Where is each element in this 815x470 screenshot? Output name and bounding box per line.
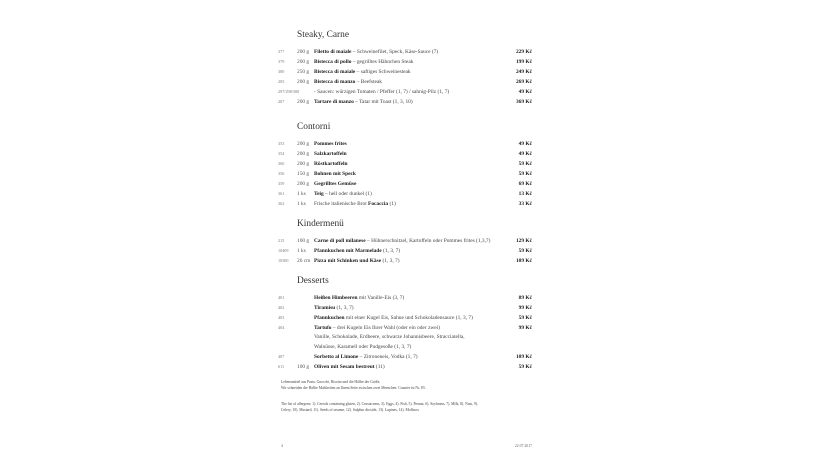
allergens-line: Celery, 10). Mustard, 11). Seeds of sesame, 12). Sulphur dioxide, 13). Lupines, 14). Molluscs [281, 408, 419, 412]
section-title-contorni: Contorni [297, 122, 331, 132]
item-quantity: 100 g [297, 238, 310, 244]
item-code: 10409 [278, 248, 289, 253]
item-name: Sorbetto al Limone [314, 354, 359, 361]
item-code: 611 [278, 364, 285, 370]
item-code: 403 [278, 314, 285, 320]
item-detail: (1, 3, 7) [381, 258, 400, 264]
item-name: Tartare di manzo [314, 99, 354, 105]
item-name: Pfannkuchen mit Marmelade [314, 248, 382, 254]
item-name: Focaccia [368, 201, 389, 207]
item-description [314, 236, 512, 246]
section-title-kinder: Kindermenü [297, 219, 344, 229]
menu-item [278, 179, 540, 189]
item-prefix: Frische italienische Brot [314, 201, 369, 207]
note-line: Wir schneiden die Hälfte Mahlzeiten an Ihrem Seite zwischen zwei Menschen. Counter ist Nr. 83. [281, 386, 426, 390]
item-detail: – hell oder dunkel (1) [323, 191, 372, 197]
item-code: 354 [278, 151, 285, 156]
item-description [314, 47, 512, 57]
item-name: Tartufo [314, 324, 332, 331]
item-code: 380 [278, 69, 285, 74]
item-detail: (11) [374, 364, 385, 371]
item-description [314, 343, 512, 352]
item-detail: – Tatar mit Toast (1, 3, 10) [353, 99, 413, 105]
item-description [314, 179, 512, 189]
item-code: 353 [278, 141, 285, 146]
item-quantity: 1 ks [297, 248, 306, 254]
menu-item [278, 97, 540, 107]
item-price: 49 Kč [518, 89, 532, 95]
item-quantity: 1 ks [297, 191, 306, 197]
menu-item [278, 199, 540, 209]
item-description [314, 303, 512, 313]
item-price: 229 Kč [515, 49, 532, 55]
item-quantity: 1 ks [297, 201, 306, 207]
menu-item [278, 77, 540, 87]
item-price: 89 Kč [518, 295, 532, 301]
menu-item [278, 169, 540, 179]
item-detail: Walnüsse, Karamell oder Pudgesoße (1, 3, 7) [314, 343, 412, 350]
item-description [314, 57, 512, 67]
item-quantity: 200 g [297, 181, 310, 187]
item-name: Bohnen mit Speck [314, 171, 356, 177]
item-quantity: 200 g [297, 59, 310, 65]
menu-item-continuation [278, 333, 540, 342]
menu-item [278, 159, 540, 169]
item-detail: – drei Kugeln Eis Ihrer Wahl (oder ein oder zwei) [331, 324, 440, 331]
item-detail: (1, 3, 7) [335, 304, 354, 311]
menu-item [278, 293, 540, 303]
item-price: 69 Kč [518, 181, 532, 187]
menu-item [278, 236, 540, 246]
item-price: 99 Kč [518, 324, 532, 331]
item-name: Oliven mit Sesam bestreut [314, 364, 375, 371]
item-quantity: 200 g [297, 49, 310, 55]
menu-item [278, 87, 540, 97]
item-code: 377 [278, 49, 285, 54]
item-name: Heißen Himbeeren [314, 295, 358, 301]
item-code: 360 [278, 161, 285, 166]
item-price: 33 Kč [518, 201, 532, 207]
item-description [314, 199, 512, 209]
item-detail: – saftiges Schweinesteak [355, 69, 411, 75]
item-description [314, 352, 512, 362]
item-description [314, 139, 512, 149]
item-code: 379 [278, 59, 285, 64]
item-price: 199 Kč [515, 59, 532, 65]
item-description [314, 77, 512, 87]
item-detail: – gegrilltes Hähnchen Steak [351, 59, 414, 65]
item-price: 109 Kč [515, 354, 532, 361]
item-name: Carne di poll milanese [314, 238, 366, 244]
item-name: Bistecca di maiale [314, 69, 356, 75]
item-name: Bistecca di pollo [314, 59, 352, 65]
item-name: Salzkartoffeln [314, 151, 347, 157]
item-quantity: 150 g [297, 171, 310, 177]
item-detail: mit Vanille-Eis (3, 7) [357, 295, 405, 301]
item-code: 215 [278, 238, 285, 243]
item-detail: Vanille, Schokolade, Erdbeere, schwarze Johannisbeere, Stracciatella, [314, 333, 465, 340]
item-price: 49 Kč [518, 141, 532, 147]
item-description [314, 87, 512, 97]
item-code: 10300 [278, 258, 289, 263]
item-quantity: 200 g [297, 161, 310, 167]
item-description [314, 333, 512, 342]
page-number: 4 [281, 444, 283, 448]
item-name: Röstkartoffeln [314, 161, 348, 167]
item-description [314, 362, 512, 372]
item-quantity: 250 g [297, 69, 310, 75]
item-price: 99 Kč [518, 304, 532, 311]
item-code: 205 [278, 79, 285, 84]
item-code: 361 [278, 191, 285, 196]
item-name: Pommes frites [314, 141, 347, 147]
item-detail: – Schweinefilet, Speck, Käse-Sauce (7) [351, 49, 439, 55]
allergens-line: The list of allergens: 1). Cereals containing gluten, 2). Crustaceans, 3). Eggs, 4). Fish, 5). Peanut, 6). Soybeans, 7). Milk, 8). Nuts, 9). [281, 402, 478, 406]
item-detail: – Hühnerschnitzel, Kartoffeln oder Pommes frites (1,3,7) [365, 238, 491, 244]
item-name: Teig [314, 191, 324, 197]
item-price: 369 Kč [515, 99, 532, 105]
item-code: 407 [278, 354, 285, 360]
item-detail: - Saucen: würzigen Tomaten / Pfeffer (1, 7) / sahnig-Pilz (1, 7) [314, 89, 450, 95]
item-code: 402 [278, 304, 285, 310]
menu-item [278, 313, 540, 323]
menu-item-continuation [278, 343, 540, 352]
item-detail: (1) [388, 201, 396, 207]
menu-item [278, 139, 540, 149]
item-price: 269 Kč [515, 79, 532, 85]
item-code: 207 [278, 99, 285, 104]
item-description [314, 189, 512, 199]
item-code: 359 [278, 181, 285, 186]
item-name: Bistecca di manzo [314, 79, 356, 85]
menu-item [278, 256, 540, 266]
item-price: 129 Kč [515, 238, 532, 244]
item-price: 249 Kč [515, 69, 532, 75]
item-price: 59 Kč [518, 171, 532, 177]
item-detail: mit einer Kugel Eis, Sahne und Schokoladensauce (1, 3, 7) [344, 314, 473, 321]
menu-item [278, 189, 540, 199]
item-detail: – Zitroneneis, Vodka (1, 7) [358, 354, 418, 361]
menu-item [278, 149, 540, 159]
item-code: 356 [278, 171, 285, 176]
item-detail: (1, 3, 7) [381, 248, 401, 254]
menu-item [278, 352, 540, 362]
item-price: 49 Kč [518, 151, 532, 157]
note-line: Lebensmittel aus Pasta, Gnocchi, Risotto und die Hälfte der Größe. [281, 380, 381, 384]
item-description [314, 149, 512, 159]
item-description [314, 323, 512, 333]
item-code: 401 [278, 295, 285, 300]
footer-date: 22.07.2017 [514, 444, 532, 448]
section-title-desserts: Desserts [297, 276, 329, 286]
menu-page [278, 0, 540, 470]
item-quantity: 100 g [297, 364, 310, 371]
item-description [314, 159, 512, 169]
item-name: Gegrilltes Gemüse [314, 181, 357, 187]
item-price: 59 Kč [518, 161, 532, 167]
item-description [314, 293, 512, 303]
item-description [314, 97, 512, 107]
item-quantity: 200 g [297, 151, 310, 157]
item-description [314, 67, 512, 77]
item-name: Pizza mit Schinken und Käse [314, 258, 382, 264]
section-title-steaks: Steaky, Carne [297, 30, 349, 40]
item-price: 13 Kč [518, 191, 532, 197]
item-detail: – Beefsteak [355, 79, 382, 85]
item-quantity: 26 cm [297, 258, 311, 264]
menu-item [278, 57, 540, 67]
item-name: Filetto di maiale [314, 49, 352, 55]
item-quantity: 200 g [297, 99, 310, 105]
menu-item [278, 303, 540, 313]
item-name: Pfannkuchen [314, 314, 345, 321]
item-price: 59 Kč [518, 314, 532, 321]
item-description [314, 246, 512, 256]
item-code: 297/298/300 [278, 89, 300, 94]
item-price: 59 Kč [518, 248, 532, 254]
item-code: 362 [278, 201, 285, 206]
item-description [314, 313, 512, 323]
menu-item [278, 323, 540, 333]
item-quantity: 200 g [297, 141, 310, 147]
menu-item [278, 67, 540, 77]
item-quantity: 200 g [297, 79, 310, 85]
item-price: 109 Kč [515, 258, 532, 264]
item-description [314, 256, 512, 266]
menu-item [278, 246, 540, 256]
item-name: Tiramisu [314, 304, 336, 311]
item-description [314, 169, 512, 179]
menu-item [278, 362, 540, 372]
item-code: 404 [278, 324, 285, 330]
menu-item [278, 47, 540, 57]
item-price: 59 Kč [518, 364, 532, 371]
